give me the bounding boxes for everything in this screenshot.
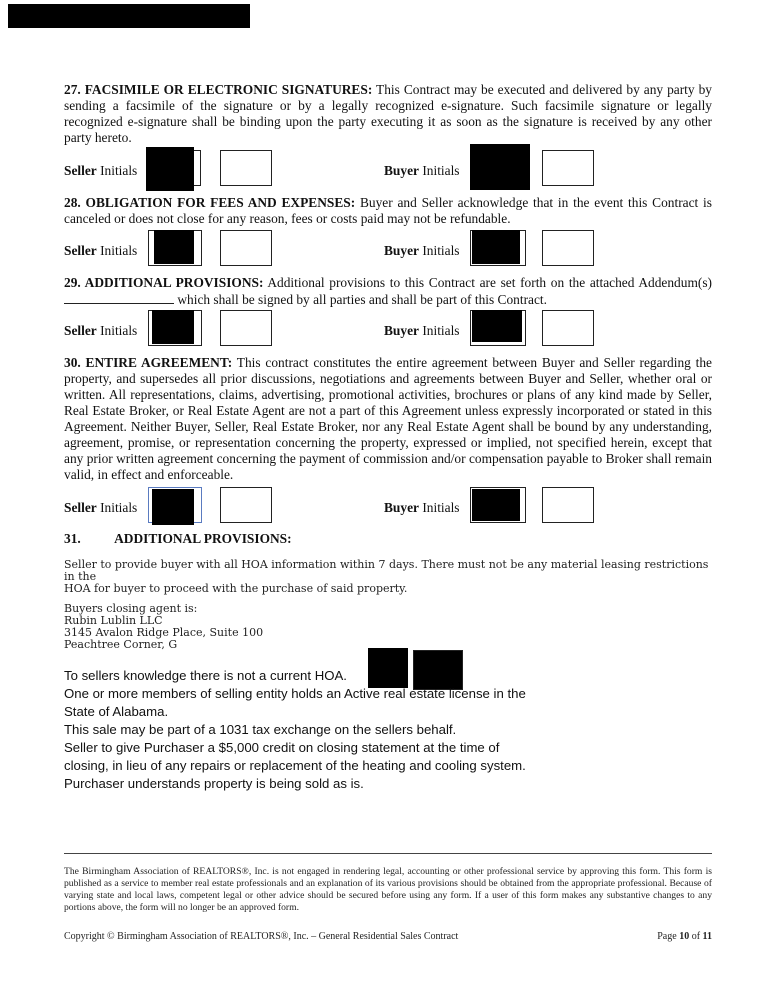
buyer-initials-box-2[interactable] [542, 230, 594, 266]
buyer-initials-redaction [472, 230, 520, 264]
seller-initials-redaction [152, 310, 194, 344]
section-29 [64, 275, 712, 308]
hoa-provision: Seller to provide buyer with all HOA information within 7 days. There must not be any material leasing restrictions in the HOA for buyer to proceed with the purchase of said property. [64, 558, 709, 595]
redaction-header [8, 4, 250, 28]
buyer-initials-redaction [470, 144, 530, 190]
initials-row-29 [64, 310, 712, 354]
section-28-heading: 28. OBLIGATION FOR FEES AND EXPENSES: [64, 195, 356, 210]
page-number: Page 10 of 11 [657, 931, 712, 942]
seller-initials-redaction [154, 230, 194, 264]
initials-row-28 [64, 230, 712, 274]
section-30-body: This contract constitutes the entire agreement between Buyer and Seller regarding the property, and supersedes all prior discussions, negotiations and agreements between Buyer and Seller, whether oral or written. All representations, claims, advertising, promotional activities, brochures or plans of any kind made by Seller, Real Estate Broker, or Real Estate Agent are not a part of this Agreement unless expressly incorporated or stated in this Agreement. Neither Buyer, Seller, Real Estate Broker, nor any Real Estate Agent shall be bound by any understanding, agreement, promise, or representation concerning the property, expressed or implied, not specified herein, except that any prior written agreement concerning the payment of commission and/or compensation payable to Broker shall remain valid, in effect and enforceable. [64, 355, 713, 482]
buyer-initials-label: Buyer Initials [384, 323, 460, 338]
buyer-initials-box-2[interactable] [542, 150, 594, 186]
buyer-initials-redaction [472, 489, 520, 521]
section-27-body: This Contract may be executed and delivered by any party by sending a facsimile of the signature or by a legally recognized e-signature. Such facsimile signature or legally recognized e-signature shall be binding upon the party executing it as soon as the signature is received by any other party hereto. [64, 82, 712, 145]
seller-initials-redaction [152, 489, 194, 525]
footer-divider [64, 853, 712, 854]
initials-row-27 [64, 150, 712, 194]
addendum-blank[interactable] [64, 291, 174, 304]
section-28 [64, 195, 712, 227]
section-28-body: Buyer and Seller acknowledge that in the event this Contract is canceled or does not close for any reason, fees or costs paid may not be refundable. [64, 195, 712, 226]
section-30 [64, 355, 712, 483]
section-29-body: Additional provisions to this Contract are set forth on the attached Addendum(s) [267, 275, 712, 290]
seller-initials-label: Seller Initials [64, 500, 138, 515]
section-30-heading: 30. ENTIRE AGREEMENT: [64, 355, 233, 370]
seller-initials-box-2[interactable] [220, 487, 272, 523]
footer-copyright: Copyright © Birmingham Association of REALTORS®, Inc. – General Residential Sales Contract [64, 931, 459, 942]
buyer-initials-label: Buyer Initials [384, 500, 460, 515]
section-27 [64, 82, 712, 146]
seller-initials-box-2[interactable] [220, 150, 272, 186]
buyer-initials-box-2[interactable] [542, 310, 594, 346]
seller-initials-box-2[interactable] [220, 230, 272, 266]
buyer-initials-box-2[interactable] [542, 487, 594, 523]
buyer-initials-redaction [472, 310, 522, 342]
initials-row-30 [64, 487, 712, 531]
seller-initials-box-2[interactable] [220, 310, 272, 346]
section-29-heading: 29. ADDITIONAL PROVISIONS: [64, 275, 264, 290]
section-29-body-end: which shall be signed by all parties and shall be part of this Contract. [177, 292, 548, 307]
seller-initials-label: Seller Initials [64, 243, 138, 258]
section-31-heading [64, 531, 712, 547]
buyer-initials-label: Buyer Initials [384, 163, 460, 178]
buyer-initials-label: Buyer Initials [384, 243, 460, 258]
section-31-number: 31. [64, 531, 81, 546]
section-31-title: ADDITIONAL PROVISIONS: [114, 531, 292, 546]
footer-disclaimer: The Birmingham Association of REALTORS®, Inc. is not engaged in rendering legal, accounting or other professional service by approving this form. This form is published as a service to member real estate professionals and an explanation of its various provisions should be obtained from the appropriate professional. Because of varying state and local laws, competent legal or other advice should be secured before using any form. If a user of this form makes any substantive changes to any portions above, the form will no longer be an approved form. [64, 866, 712, 913]
seller-initials-label: Seller Initials [64, 163, 138, 178]
typed-provisions: To sellers knowledge there is not a current HOA. One or more members of selling entity holds an Active real estate license in the State of Alabama. This sale may be part of a 1031 tax exchange on the sellers behalf. Seller to give Purchaser a $5,000 credit on closing statement at the time of closing, in lieu of any repairs or replacement of the heating and cooling system. Purchaser understands property is being sold as is. [64, 668, 526, 791]
section-27-heading: 27. FACSIMILE OR ELECTRONIC SIGNATURES: [64, 82, 373, 97]
seller-initials-label: Seller Initials [64, 323, 138, 338]
closing-agent-block: Buyers closing agent is: Rubin Lublin LLC 3145 Avalon Ridge Place, Suite 100 Peachtree Corner, G [64, 602, 264, 651]
seller-initials-redaction [146, 147, 194, 191]
